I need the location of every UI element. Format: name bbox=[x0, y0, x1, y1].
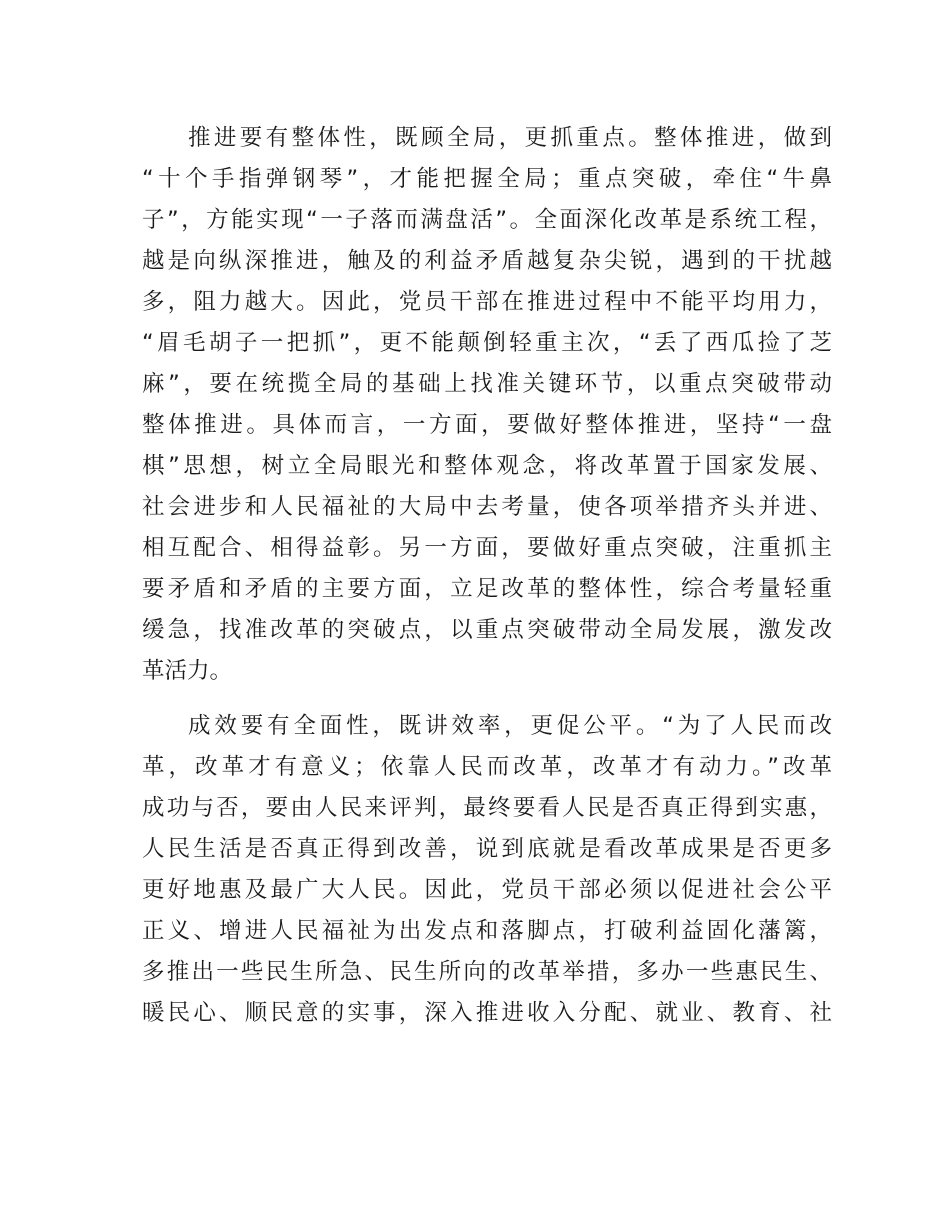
text-line: 革活力。 bbox=[142, 658, 233, 684]
paragraph-overall-reform bbox=[142, 118, 832, 692]
text-line: “十个手指弹钢琴”，才能把握全局；重点突破，牵住“牛鼻 bbox=[142, 166, 832, 192]
text-line: 革，改革才有意义；依靠人民而改革，改革才有动力。”改革 bbox=[142, 754, 832, 780]
text-line: 麻”，要在统揽全局的基础上找准关键环节，以重点突破带动 bbox=[142, 371, 832, 397]
text-line: 人民生活是否真正得到改善，说到底就是看改革成果是否更多 bbox=[142, 836, 832, 862]
paragraph-spacer bbox=[142, 692, 832, 706]
text-line: 要矛盾和矛盾的主要方面，立足改革的整体性，综合考量轻重 bbox=[142, 576, 832, 602]
text-line: 多，阻力越大。因此，党员干部在推进过程中不能平均用力， bbox=[142, 289, 832, 315]
text-line: 整体推进。具体而言，一方面，要做好整体推进，坚持“一盘 bbox=[142, 412, 832, 438]
document-page bbox=[142, 118, 832, 1034]
text-line: 更好地惠及最广大人民。因此，党员干部必须以促进社会公平 bbox=[142, 877, 832, 903]
paragraph-comprehensive-results bbox=[142, 706, 832, 1034]
text-line: “眉毛胡子一把抓”，更不能颠倒轻重主次，“丢了西瓜捡了芝 bbox=[142, 330, 832, 356]
text-line: 缓急，找准改革的突破点，以重点突破带动全局发展，激发改 bbox=[142, 617, 832, 643]
text-line: 正义、增进人民福祉为出发点和落脚点，打破利益固化藩篱， bbox=[142, 918, 832, 944]
text-line: 越是向纵深推进，触及的利益矛盾越复杂尖锐，遇到的干扰越 bbox=[142, 248, 832, 274]
text-line: 社会进步和人民福祉的大局中去考量，使各项举措齐头并进、 bbox=[142, 494, 832, 520]
text-line: 多推出一些民生所急、民生所向的改革举措，多办一些惠民生、 bbox=[142, 959, 832, 985]
text-line: 暖民心、顺民意的实事，深入推进收入分配、就业、教育、社 bbox=[142, 1000, 832, 1026]
text-line: 棋”思想，树立全局眼光和整体观念，将改革置于国家发展、 bbox=[142, 453, 832, 479]
text-line: 推进要有整体性，既顾全局，更抓重点。整体推进，做到 bbox=[188, 125, 832, 151]
text-line: 相互配合、相得益彰。另一方面，要做好重点突破，注重抓主 bbox=[142, 535, 832, 561]
text-line: 成功与否，要由人民来评判，最终要看人民是否真正得到实惠， bbox=[142, 795, 832, 821]
text-line: 子”，方能实现“一子落而满盘活”。全面深化改革是系统工程， bbox=[142, 207, 832, 233]
text-line: 成效要有全面性，既讲效率，更促公平。“为了人民而改 bbox=[188, 713, 832, 739]
